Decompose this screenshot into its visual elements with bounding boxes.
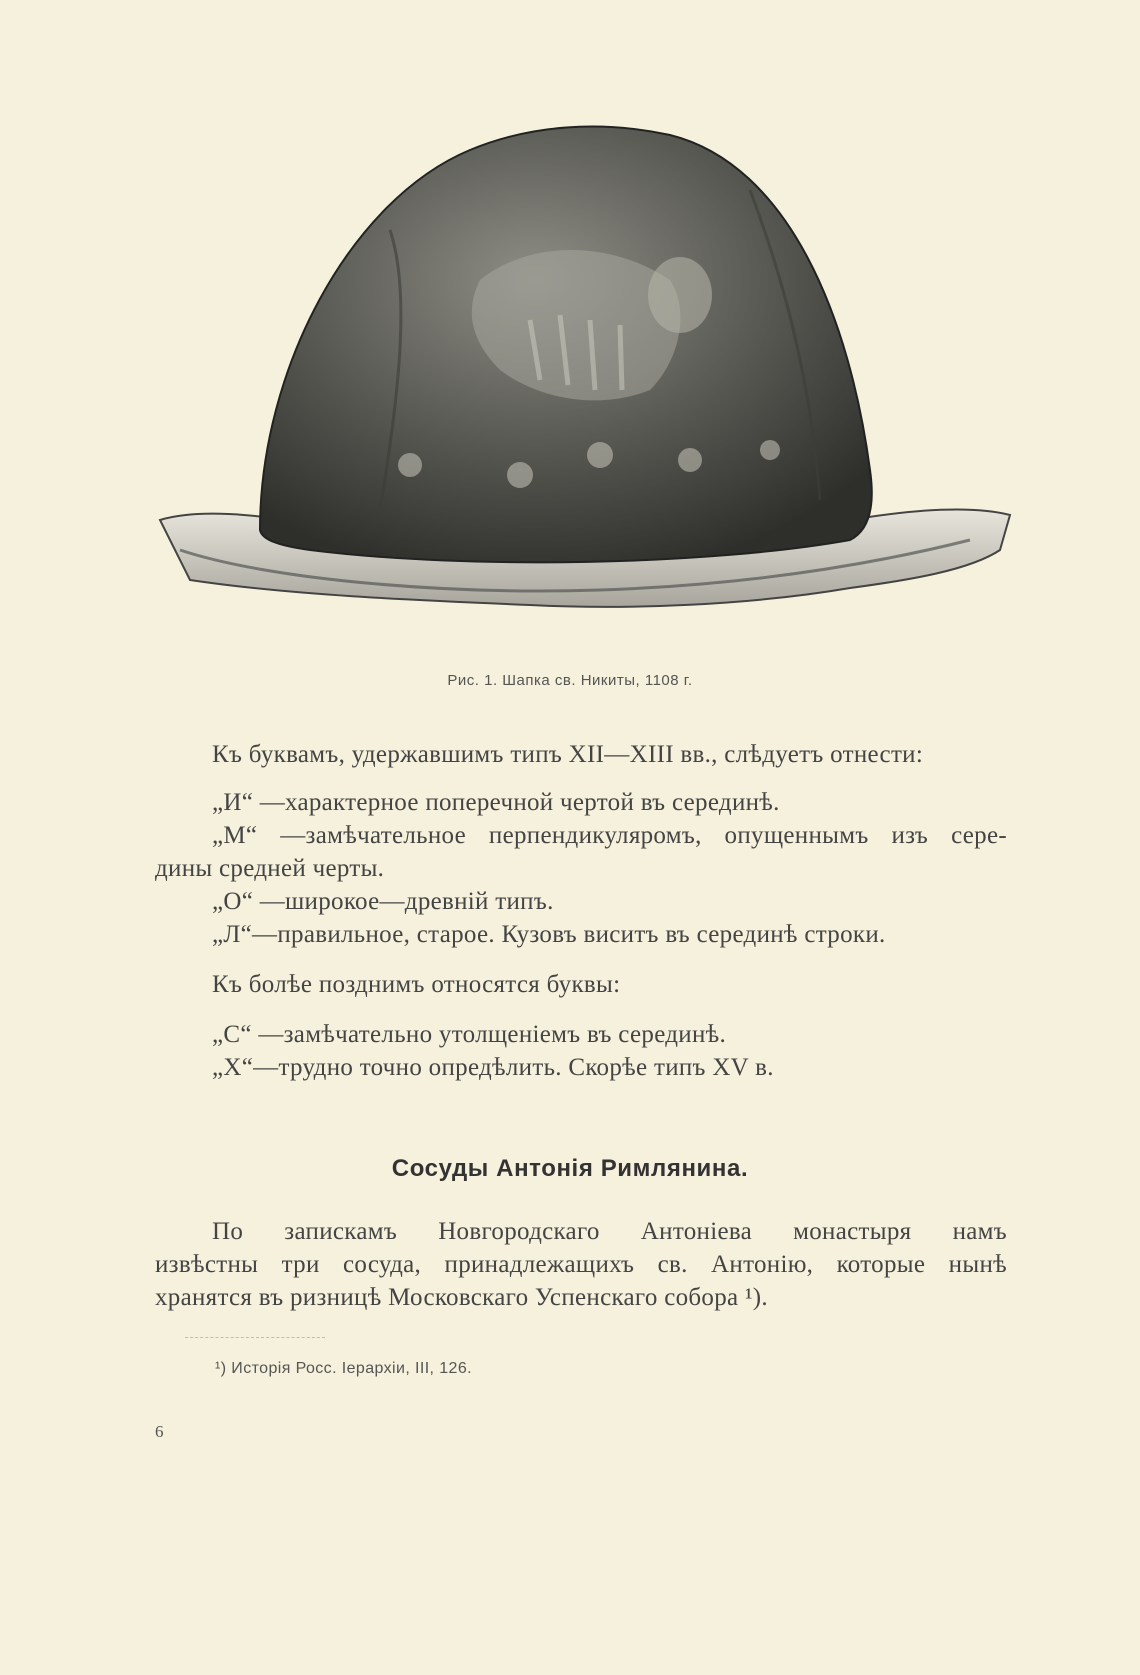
letter-item-l: „Л“—правильное, старое. Кузовъ виситъ въ серединѣ строки. [212, 921, 886, 948]
section-heading: Сосуды Антонія Римлянина. [391, 1155, 749, 1182]
figure-caption: Рис. 1. Шапка св. Никиты, 1108 г. [447, 672, 693, 689]
letter-item-i: „И“ —характерное поперечной чертой въ серединѣ. [212, 789, 780, 816]
vessels-paragraph-line3: хранятся въ ризницѣ Московскаго Успенскаго собора ¹). [155, 1284, 768, 1311]
letter-item-kh: „Х“—трудно точно опредѣлить. Скорѣе типъ XV в. [212, 1054, 774, 1081]
letter-item-s: „С“ —замѣчательно утолщеніемъ въ серединѣ. [212, 1021, 727, 1048]
page-number: 6 [155, 1422, 164, 1441]
later-letters-intro: Къ болѣе позднимъ относятся буквы: [212, 971, 621, 998]
vessels-paragraph-line2: извѣстны три сосуда, принадлежащихъ св. Антонію, которые нынѣ [155, 1251, 1007, 1278]
footnote: ¹) Исторія Росс. Іерархіи, III, 126. [215, 1360, 472, 1377]
footnote-divider [185, 1337, 325, 1338]
letters-intro: Къ буквамъ, удержавшимъ типъ XII—XIII вв., слѣдуетъ отнести: [212, 741, 924, 768]
cap-photograph [150, 110, 1020, 660]
letter-item-m-line2: дины средней черты. [155, 855, 385, 882]
letter-item-m-line1: „М“ —замѣчательное перпендикуляромъ, опущеннымъ изъ сере- [212, 822, 1007, 849]
vessels-paragraph-line1: По запискамъ Новгородскаго Антоніева монастыря намъ [212, 1218, 1007, 1245]
letter-item-o: „О“ —широкое—древній типъ. [212, 888, 554, 915]
cap-image [150, 110, 1020, 660]
